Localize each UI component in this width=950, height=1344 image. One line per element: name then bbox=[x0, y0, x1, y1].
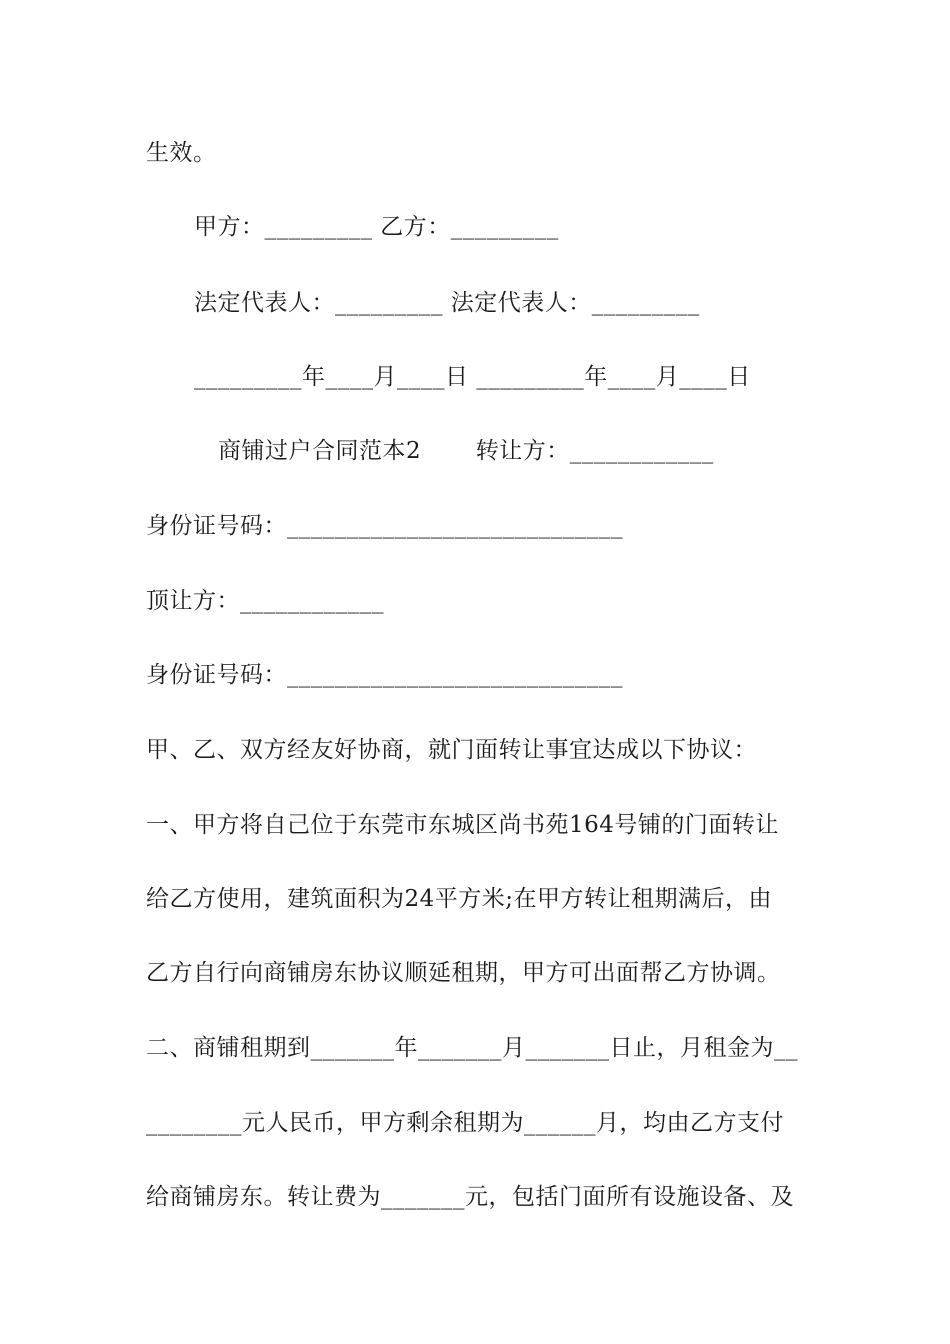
contract-title-transferor-line: 商铺过户合同范本2 转让方：____________ bbox=[218, 438, 714, 464]
clause-2-line-1: 二、商铺租期到_______年_______月_______日止，月租金为__ bbox=[146, 1035, 798, 1061]
legal-representative-line: 法定代表人：_________ 法定代表人：_________ bbox=[194, 290, 700, 316]
date-line: _________年____月____日 _________年____月____日 bbox=[194, 364, 751, 390]
clause-1-line-2: 给乙方使用，建筑面积为24平方米;在甲方转让租期满后，由 bbox=[146, 886, 773, 912]
clause-2-line-2: ________元人民币，甲方剩余租期为______月，均由乙方支付 bbox=[146, 1110, 784, 1136]
text-line-effective: 生效。 bbox=[146, 140, 217, 166]
id-number-line-2: 身份证号码：____________________________ bbox=[146, 662, 623, 688]
transferee-line: 顶让方：____________ bbox=[146, 588, 384, 614]
clause-1-line-3: 乙方自行向商铺房东协议顺延租期，甲方可出面帮乙方协调。 bbox=[146, 960, 781, 986]
agreement-intro-line: 甲、乙、双方经友好协商，就门面转让事宜达成以下协议： bbox=[146, 737, 757, 763]
id-number-line-1: 身份证号码：____________________________ bbox=[146, 513, 623, 539]
clause-2-line-3: 给商铺房东。转让费为_______元，包括门面所有设施设备、及 bbox=[146, 1184, 794, 1210]
clause-1-line-1: 一、甲方将自己位于东莞市东城区尚书苑164号铺的门面转让 bbox=[146, 812, 779, 838]
signature-party-line: 甲方：_________ 乙方：_________ bbox=[194, 214, 559, 240]
